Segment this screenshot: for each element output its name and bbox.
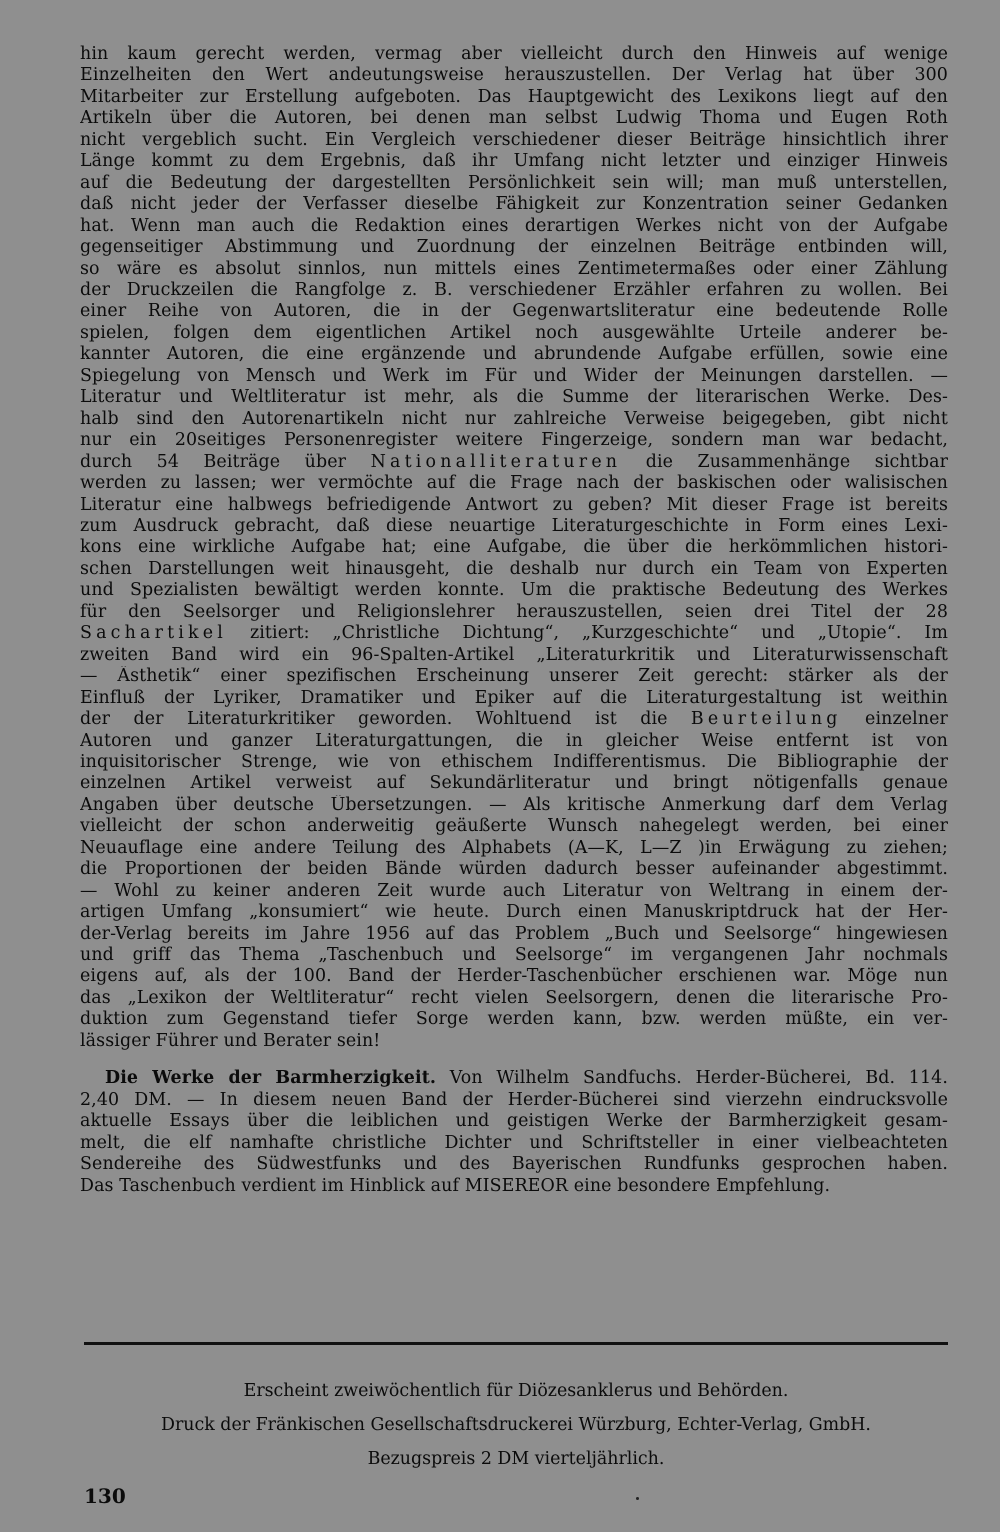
body-line [80,623,948,644]
review-heading-line [80,1068,948,1089]
body-line: Autoren und ganzer Literaturgattungen, die in gleicher Weise entfernt ist von [80,730,948,751]
body-line: — Wohl zu keiner anderen Zeit wurde auch Literatur von Weltrang in einem der- [80,880,948,901]
page-number: 130 [84,1484,126,1508]
body-line [80,452,948,473]
body-line: hat. Wenn man auch die Redaktion eines derartigen Werkes nicht von der Aufgabe [80,215,948,236]
review-line: Sendereihe des Südwestfunks und des Bayerischen Rundfunks gesprochen haben. [80,1154,948,1175]
body-line-part: durch 54 Beiträge über [80,451,371,472]
body-line: und Spezialisten bewältigt werden konnte. Um die praktische Bedeutung des Werkes [80,580,948,601]
body-line: — Ästhetik“ einer spezifischen Erscheinung unserer Zeit gerecht: stärker als der [80,666,948,687]
body-line: kannter Autoren, die eine ergänzende und abrundende Aufgabe erfüllen, sowie eine [80,344,948,365]
body-line: und griff das Thema „Taschenbuch und Seelsorge“ im vergangenen Jahr nochmals [80,945,948,966]
body-line-part: der der Literaturkritiker geworden. Wohltuend ist die [80,709,691,730]
body-line: nur ein 20seitiges Personenregister weitere Fingerzeige, sondern man war bedacht, [80,430,948,451]
footer-price-line: Bezugspreis 2 DM vierteljährlich. [367,1449,665,1469]
spaced-emphasis-word: Beurteilung [690,709,842,730]
body-line: spielen, folgen dem eigentlichen Artikel noch ausgewählte Urteile anderer be- [80,322,948,343]
body-line: Länge kommt zu dem Ergebnis, daß ihr Umfang nicht letzter und einziger Hinweis [80,151,948,172]
body-line: für den Seelsorger und Religionslehrer herauszustellen, seien drei Titel der 28 [80,601,948,622]
body-line: das „Lexikon der Weltliteratur“ recht vielen Seelsorgern, denen die literarische Pro- [80,987,948,1008]
footer-printer-line: Druck der Fränkischen Gesellschaftsdruckerei Würzburg, Echter-Verlag, GmbH. [161,1415,871,1435]
body-line: Literatur eine halbwegs befriedigende Antwort zu geben? Mit dieser Frage ist bereits [80,494,948,515]
body-line: inquisitorischer Strenge, wie von ethischem Indifferentismus. Die Bibliographie der [80,751,948,772]
body-line: Spiegelung von Mensch und Werk im Für und Wider der Meinungen darstellen. — [80,365,948,386]
body-line-part: zitiert: „Christliche Dichtung“, „Kurzgeschichte“ und „Utopie“. Im [227,623,948,644]
body-line-part: die Zusammenhänge sichtbar [621,451,948,472]
spaced-emphasis-word: Sachartikel [80,623,228,644]
footer-divider [84,1342,948,1345]
review-title: Die Werke der Barmherzigkeit. [105,1068,437,1089]
review-citation: Von Wilhelm Sandfuchs. Herder-Bücherei, Bd. 114. [436,1068,948,1089]
body-line: einzelnen Artikel verweist auf Sekundärliteratur und bringt nötigenfalls genaue [80,773,948,794]
paragraph-gap [80,1052,948,1068]
publication-footer [84,1374,948,1476]
body-line: Angaben über deutsche Übersetzungen. — Als kritische Anmerkung darf dem Verlag [80,794,948,815]
spaced-emphasis-word: Nationalliteraturen [370,451,622,472]
body-line: einer Reihe von Autoren, die in der Gegenwartsliteratur eine bedeutende Rolle [80,301,948,322]
review-line: Das Taschenbuch verdient im Hinblick auf MISEREOR eine besondere Empfehlung. [80,1175,831,1196]
body-line: lässiger Führer und Berater sein! [80,1030,381,1051]
print-speck [636,1497,639,1500]
body-line [80,709,948,730]
body-line: werden zu lassen; wer vermöchte auf die Frage nach der baskischen oder walisischen [80,473,948,494]
body-line: vielleicht der schon anderweitig geäußerte Wunsch nahegelegt werden, bei einer [80,816,948,837]
body-line: die Proportionen der beiden Bände würden dadurch besser aufeinander abgestimmt. [80,859,948,880]
review-line: 2,40 DM. — In diesem neuen Band der Herder-Bücherei sind vierzehn eindrucksvolle [80,1089,948,1110]
body-line: schen Darstellungen weit hinausgeht, die deshalb nur durch ein Team von Experten [80,558,948,579]
body-line: artigen Umfang „konsumiert“ wie heute. Durch einen Manuskriptdruck hat der Her- [80,902,948,923]
body-line: gegenseitiger Abstimmung und Zuordnung der einzelnen Beiträge entbinden will, [80,237,948,258]
body-line: daß nicht jeder der Verfasser dieselbe Fähigkeit zur Konzentration seiner Gedanken [80,194,948,215]
body-line: duktion zum Gegenstand tiefer Sorge werden kann, bzw. werden müßte, ein ver- [80,1009,948,1030]
review-body-text [80,44,948,1197]
body-line: zum Ausdruck gebracht, daß diese neuartige Literaturgeschichte in Form eines Lexi- [80,515,948,536]
body-line: der Druckzeilen die Rangfolge z. B. verschiedener Erzähler erfahren zu wollen. Bei [80,279,948,300]
body-line: Neuauflage eine andere Teilung des Alphabets (A—K, L—Z )in Erwägung zu ziehen; [80,837,948,858]
body-line: Literatur und Weltliteratur ist mehr, als die Summe der literarischen Werke. Des- [80,387,948,408]
body-line: hin kaum gerecht werden, vermag aber vielleicht durch den Hinweis auf wenige [80,44,948,64]
body-line: der-Verlag bereits im Jahre 1956 auf das Problem „Buch und Seelsorge“ hingewiesen [80,923,948,944]
body-line: zweiten Band wird ein 96-Spalten-Artikel „Literaturkritik und Literaturwissenschaft [80,644,948,665]
body-line: Einzelheiten den Wert andeutungsweise herauszustellen. Der Verlag hat über 300 [80,65,948,86]
review-line: aktuelle Essays über die leiblichen und geistigen Werke der Barmherzigkeit gesam- [80,1111,948,1132]
body-line: Einfluß der Lyriker, Dramatiker und Epiker auf die Literaturgestaltung ist weithin [80,687,948,708]
body-line: auf die Bedeutung der dargestellten Persönlichkeit sein will; man muß unterstellen, [80,172,948,193]
body-line: nicht vergeblich sucht. Ein Vergleich verschiedener dieser Beiträge hinsichtlich ihrer [80,129,948,150]
body-line: halb sind den Autorenartikeln nicht nur zahlreiche Verweise beigegeben, gibt nicht [80,408,948,429]
body-line: eigens auf, als der 100. Band der Herder-Taschenbücher erschienen war. Möge nun [80,966,948,987]
body-line: Artikeln über die Autoren, bei denen man selbst Ludwig Thoma und Eugen Roth [80,108,948,129]
body-line: Mitarbeiter zur Erstellung aufgeboten. Das Hauptgewicht des Lexikons liegt auf den [80,86,948,107]
footer-frequency-line: Erscheint zweiwöchentlich für Diözesanklerus und Behörden. [243,1381,789,1401]
body-line: so wäre es absolut sinnlos, nun mittels eines Zentimetermaßes oder einer Zählung [80,258,948,279]
body-line: kons eine wirkliche Aufgabe hat; eine Aufgabe, die über die herkömmlichen histori- [80,537,948,558]
body-line-part: einzelner [841,709,948,730]
review-line: melt, die elf namhafte christliche Dichter und Schriftsteller in einer vielbeachteten [80,1132,948,1153]
